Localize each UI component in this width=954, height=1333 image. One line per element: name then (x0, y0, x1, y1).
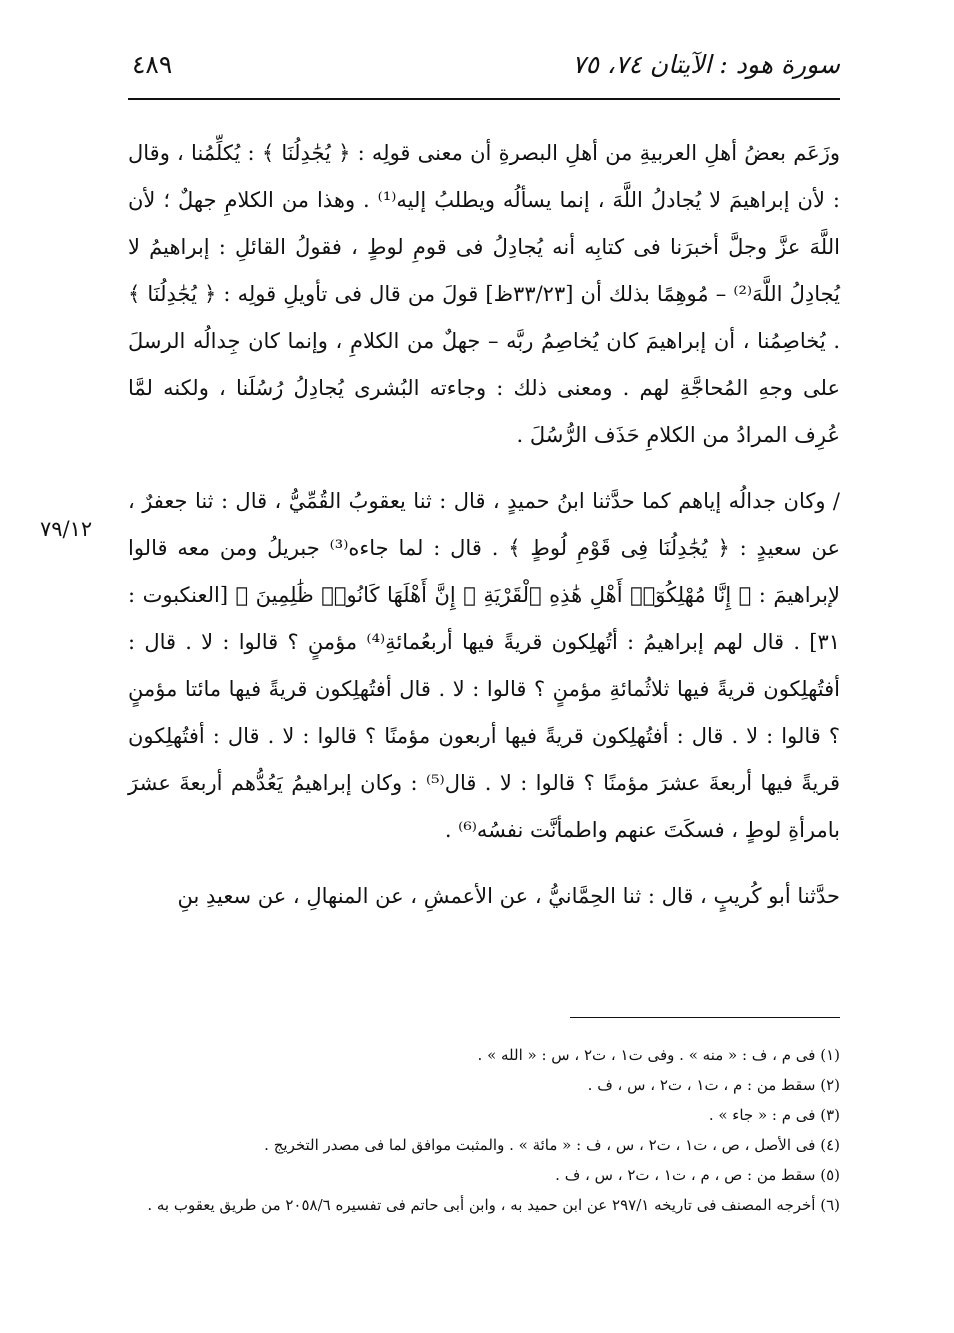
paragraph-gap (128, 459, 840, 478)
main-text (128, 130, 840, 920)
footnote-2: (٢) سقط من : م ، ت١ ، ت٢ ، س ، ف . (587, 1076, 840, 1094)
footnote-4: (٤) فى الأصل ، ص ، ت١ ، ت٢ ، س ، ف : « مائة » . والمثبت موافق لما فى مصدر التخريج . (264, 1136, 840, 1154)
running-header (128, 50, 840, 90)
footnotes (128, 1040, 840, 1220)
header-rule (128, 98, 840, 100)
page-number: ٤٨٩ (132, 50, 173, 79)
footnote-3: (٣) فى م : « جاء » . (708, 1106, 840, 1124)
running-title: سورة هود : الآيتان ٧٤، ٧٥ (572, 50, 840, 79)
paragraph-commentary: وزَعَم بعضُ أهلِ العربيةِ من أهلِ البصرةِ أن معنى قولِه : ﴿ يُجَٰدِلُنَا ﴾ : يُكلِّمُنا ، وقال : لأن إبراهيمَ لا يُجادلُ اللَّهَ ، إنما يسألُه ويطلبُ إليه⁽¹⁾ . وهذا من الكلامِ جهلٌ ؛ لأن اللَّهَ عزَّ وجلَّ أخبرَنا فى كتابِه أنه يُجادِلُ فى قومِ لوطٍ ، فقولُ القائلِ : إبراهيمُ لا يُجادِلُ اللَّهَ⁽²⁾ – مُوهِمًا بذلك أن [٣٣/٢٣ظ] قولَ من قال فى تأويلِ قولِه : ﴿ يُجَٰدِلُنَا ﴾ . يُخاصِمُنا ، أن إبراهيمَ كان يُخاصِمُ ربَّه – جهلٌ من الكلامِ ، وإنما كان جِدالُه الرسلَ على وجهِ المُحاجَّةِ لهم . ومعنى ذلك : وجاءته البُشرى يُجادِلُ رُسُلَنا ، ولكنه لمَّا عُرِف المرادُ من الكلامِ حَذَف الرُّسُلَ . (128, 141, 841, 447)
paragraph-isnad: حدَّثنا أبو كُريبٍ ، قال : ثنا الحِمَّانيُّ ، عن الأعمشِ ، عن المنهالِ ، عن سعيدِ بنِ (177, 884, 840, 908)
footnote-6: (٦) أخرجه المصنف فى تاريخه ٢٩٧/١ عن ابن حميد به ، وابن أبى حاتم فى تفسيره ٢٠٥٨/٦ من طريق يعقوب به . (147, 1196, 840, 1214)
footnote-1: (١) فى م ، ف : « منه » . وفى ت١ ، ت٢ ، س : « الله » . (477, 1046, 840, 1064)
footnote-rule (570, 1017, 840, 1018)
footnote-5: (٥) سقط من : ص ، م ، ت١ ، ت٢ ، س ، ف . (555, 1166, 840, 1184)
margin-reference: ٧٩/١٢ (40, 517, 93, 541)
paragraph-gap (128, 854, 840, 873)
paragraph-narration: / وكان جدالُه إياهم كما حدَّثنا ابنُ حميدٍ ، قال : ثنا يعقوبُ القُمِّيُّ ، قال : ثنا جعفرٌ ، عن سعيدٍ : ﴿ يُجَٰدِلُنَا فِى قَوْمِ لُوطٍ ﴾ . قال : لما جاءه⁽³⁾ جبريلُ ومن معه قالوا لإبراهيمَ : ﴿ إِنَّا مُهْلِكُوٓا۟ أَهْلِ هَٰذِهِ ٱلْقَرْيَةِ ۖ إِنَّ أَهْلَهَا كَانُوا۟ ظَٰلِمِينَ ﴾ [العنكبوت : ٣١] . قال لهم إبراهيمُ : أتُهلِكون قريةً فيها أربعُمائةِ⁽⁴⁾ مؤمنٍ ؟ قالوا : لا . قال : أفتُهلِكون قريةً فيها ثلاثُمائةِ مؤمنٍ ؟ قالوا : لا . قال أفتُهلِكون قريةً فيها مائتا مؤمنٍ ؟ قالوا : لا . قال : أفتُهلِكون قريةً فيها أربعون مؤمنًا ؟ قالوا : لا . قال : أفتُهلِكون قريةً فيها أربعةَ عشرَ مؤمنًا ؟ قالوا : لا . قال⁽⁵⁾ : وكان إبراهيمُ يَعُدُّهم أربعةَ عشرَ بامرأةِ لوطٍ ، فسكَتَ عنهم واطمأنَّت نفسُه⁽⁶⁾ . (128, 489, 841, 842)
